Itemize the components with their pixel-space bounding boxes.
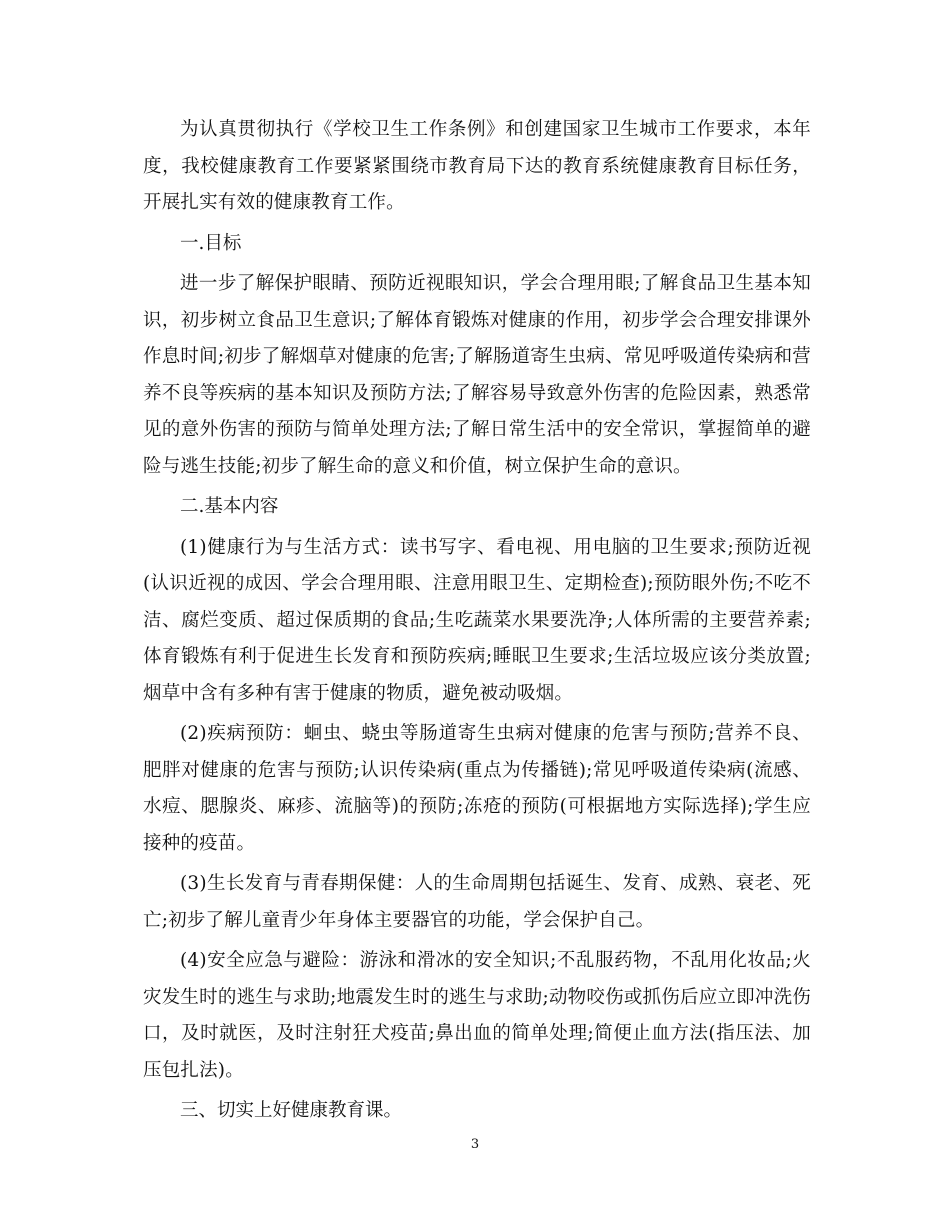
content-item-safety-emergency: (4)安全应急与避险：游泳和滑冰的安全知识;不乱服药物，不乱用化妆品;火灾发生时的逃生与求助;地震发生时的逃生与求助;动物咬伤或抓伤后应立即冲洗伤口，及时就医，及时注射狂犬疫苗;鼻出血的简单处理;简便止血方法(指压法、加压包扎法)。	[143, 950, 811, 1081]
content-item-growth-development: (3)生长发育与青春期保健：人的生命周期包括诞生、发育、成熟、衰老、死亡;初步了解儿童青少年身体主要器官的功能，学会保护自己。	[143, 873, 811, 931]
content-item-disease-prevention: (2)疾病预防：蛔虫、蛲虫等肠道寄生虫病对健康的危害与预防;营养不良、肥胖对健康的危害与预防;认识传染病(重点为传播链);常见呼吸道传染病(流感、水痘、腮腺炎、麻疹、流脑等)的预防;冻疮的预防(可根据地方实际选择);学生应接种的疫苗。	[143, 723, 811, 854]
content-item-health-behavior: (1)健康行为与生活方式：读书写字、看电视、用电脑的卫生要求;预防近视(认识近视的成因、学会合理用眼、注意用眼卫生、定期检查);预防眼外伤;不吃不洁、腐烂变质、超过保质期的食品;生吃蔬菜水果要洗净;人体所需的主要营养素;体育锻炼有利于促进生长发育和预防疾病;睡眠卫生要求;生活垃圾应该分类放置;烟草中含有多种有害于健康的物质，避免被动吸烟。	[143, 536, 811, 704]
section-heading-goals: 一.目标	[180, 232, 242, 254]
goals-paragraph: 进一步了解保护眼睛、预防近视眼知识，学会合理用眼;了解食品卫生基本知识，初步树立食品卫生意识;了解体育锻炼对健康的作用，初步学会合理安排课外作息时间;初步了解烟草对健康的危害;了解肠道寄生虫病、常见呼吸道传染病和营养不良等疾病的基本知识及预防方法;了解容易导致意外伤害的危险因素，熟悉常见的意外伤害的预防与简单处理方法;了解日常生活中的安全常识，掌握简单的避险与逃生技能;初步了解生命的意义和价值，树立保护生命的意识。	[143, 273, 811, 477]
intro-paragraph: 为认真贯彻执行《学校卫生工作条例》和创建国家卫生城市工作要求，本年度，我校健康教育工作要紧紧围绕市教育局下达的教育系统健康教育目标任务，开展扎实有效的健康教育工作。	[143, 119, 811, 213]
page-number: 3	[470, 1137, 480, 1152]
section-heading-health-class: 三、切实上好健康教育课。	[180, 1100, 403, 1121]
section-heading-basic-content: 二.基本内容	[180, 496, 279, 517]
document-body	[143, 112, 811, 1134]
